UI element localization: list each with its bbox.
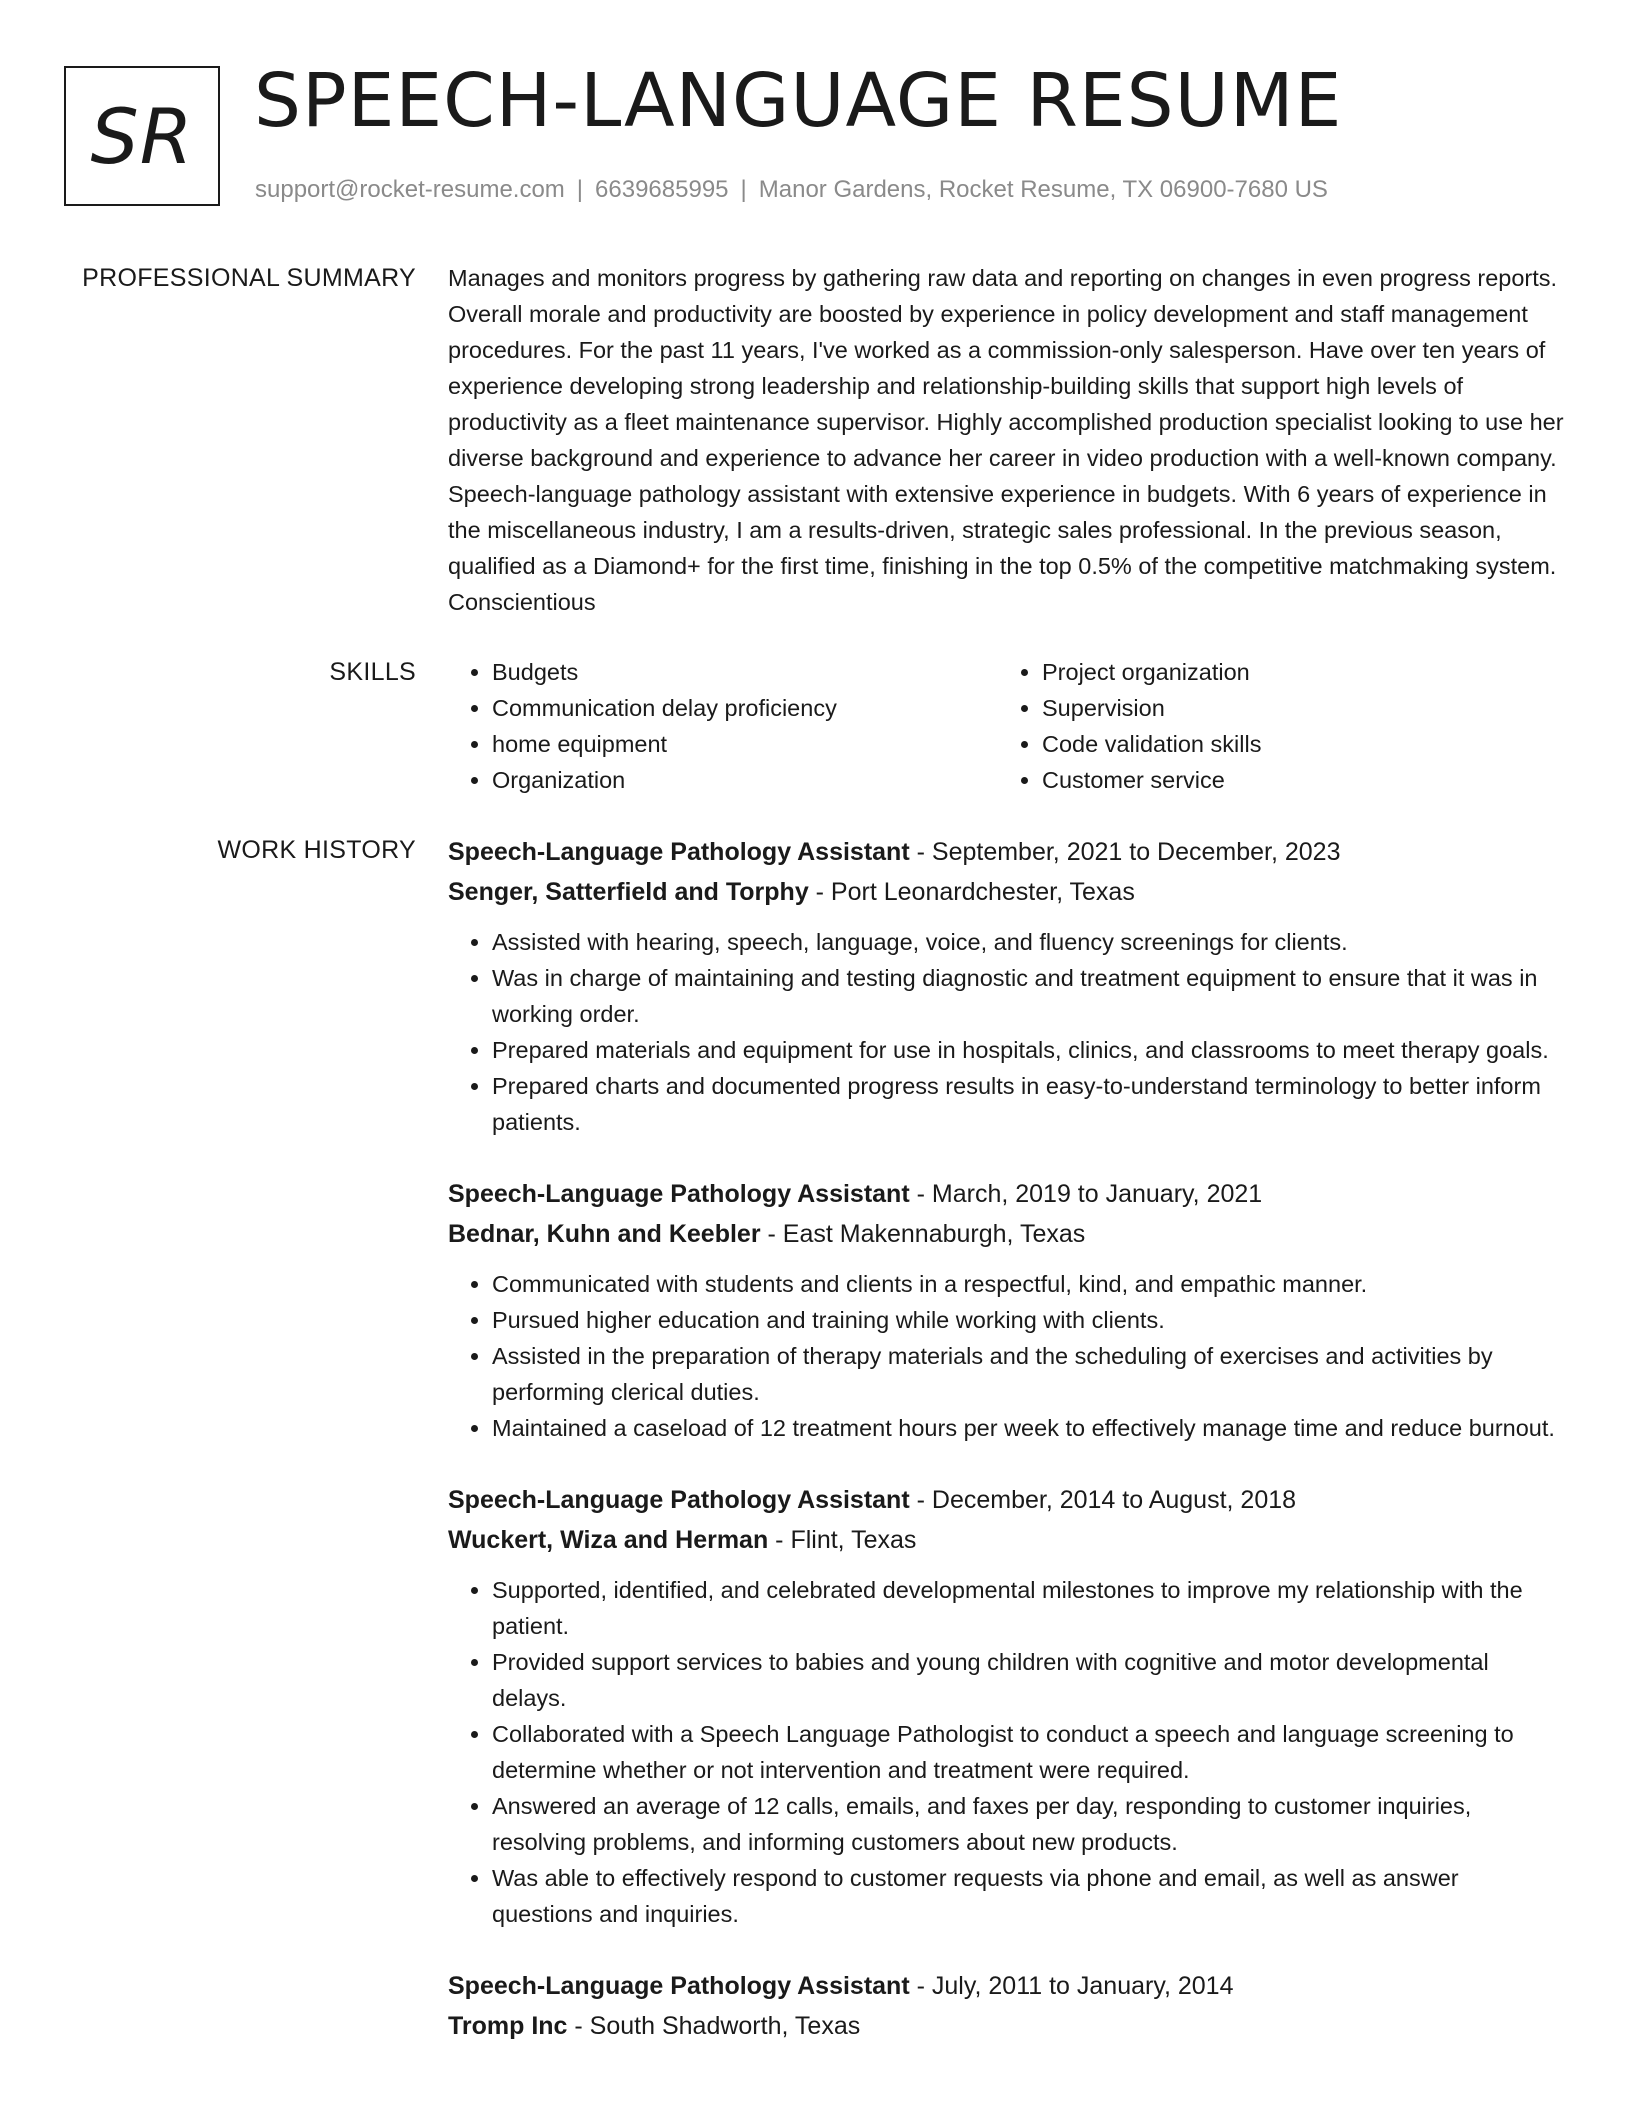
job-bullet: • Answered an average of 12 calls, emails, and faxes per day, responding to customer inquiries, resolving problems, and informing customers about new products. [492,1788,1568,1860]
skill-item: • Supervision [1042,690,1548,726]
contact-separator: | [740,176,747,203]
job-location: - East Makennaburgh, Texas [760,1220,1086,1248]
contact-line [255,174,1328,206]
section-label-work-history: WORK HISTORY [217,836,416,864]
job-bullet: • Communicated with students and clients in a respectful, kind, and empathic manner. [492,1266,1568,1302]
resume-title: SPEECH-LANGUAGE RESUME [254,58,1343,144]
job-dates: - December, 2014 to August, 2018 [909,1486,1297,1514]
job-bullet: • Assisted with hearing, speech, language, voice, and fluency screenings for clients. [492,924,1568,960]
job-bullet: • Prepared charts and documented progress results in easy-to-understand terminology to better inform patients. [492,1068,1568,1140]
summary-body [448,260,1568,620]
job-bullet: • Assisted in the preparation of therapy materials and the scheduling of exercises and activities by performing clerical duties. [492,1338,1568,1410]
job-title-line [448,1174,1568,1214]
skills-list-right [998,654,1548,798]
job-bullets [448,924,1568,1140]
skills-list-left [448,654,998,798]
job-entry [448,1966,1568,2046]
skill-item: • home equipment [492,726,998,762]
job-company: Senger, Satterfield and Torphy [448,878,809,906]
job-dates: - July, 2011 to January, 2014 [909,1972,1234,2000]
job-bullet: • Was able to effectively respond to customer requests via phone and email, as well as answer questions and inquiries. [492,1860,1568,1932]
job-bullet: • Maintained a caseload of 12 treatment hours per week to effectively manage time and reduce burnout. [492,1410,1568,1446]
job-entry [448,832,1568,1140]
job-bullet: • Supported, identified, and celebrated developmental milestones to improve my relationship with the patient. [492,1572,1568,1644]
skills-columns [448,654,1568,798]
skill-item: • Budgets [492,654,998,690]
contact-separator: | [576,176,584,203]
job-title: Speech-Language Pathology Assistant [448,1486,910,1514]
job-location: - Port Leonardchester, Texas [808,878,1135,906]
section-label-skills: SKILLS [329,658,416,686]
job-dates: - March, 2019 to January, 2021 [909,1180,1263,1208]
job-title: Speech-Language Pathology Assistant [448,838,910,866]
monogram-initials: SR [90,91,194,181]
contact-address: Manor Gardens, Rocket Resume, TX 06900-7680 US [758,176,1328,203]
skills-body [448,654,1568,798]
job-bullet: • Collaborated with a Speech Language Pathologist to conduct a speech and language screening to determine whether or not intervention and treatment were required. [492,1716,1568,1788]
job-company: Tromp Inc [448,2012,568,2040]
contact-phone: 6639685995 [595,176,729,203]
job-bullet: • Was in charge of maintaining and testing diagnostic and treatment equipment to ensure that it was in working order. [492,960,1568,1032]
job-location: - Flint, Texas [768,1526,917,1554]
skill-item: • Organization [492,762,998,798]
job-bullet: • Prepared materials and equipment for use in hospitals, clinics, and classrooms to meet therapy goals. [492,1032,1568,1068]
skill-item: • Code validation skills [1042,726,1548,762]
job-location: - South Shadworth, Texas [567,2012,861,2040]
job-company-line [448,872,1568,912]
job-company: Bednar, Kuhn and Keebler [448,1220,761,1248]
contact-email: support@rocket-resume.com [255,176,565,203]
work-history-body [448,832,1568,2080]
summary-text: Manages and monitors progress by gathering raw data and reporting on changes in even progress reports. Overall morale and productivity are boosted by experience in policy development and staff management procedures. For the past 11 years, I've worked as a commission-only salesperson. Have over ten years of experience developing strong leadership and relationship-building skills that support high levels of productivity as a fleet maintenance supervisor. Highly accomplished production specialist looking to use her diverse background and experience to advance her career in video production with a well-known company. Speech-language pathology assistant with extensive experience in budgets. With 6 years of experience in the miscellaneous industry, I am a results-driven, strategic sales professional. In the previous season, qualified as a Diamond+ for the first time, finishing in the top 0.5% of the competitive matchmaking system. Conscientious [448,265,1564,615]
section-label-professional-summary: PROFESSIONAL SUMMARY [82,264,416,292]
job-company-line [448,1520,1568,1560]
job-dates: - September, 2021 to December, 2023 [909,838,1341,866]
job-title: Speech-Language Pathology Assistant [448,1180,910,1208]
job-title-line [448,832,1568,872]
skill-item: • Project organization [1042,654,1548,690]
job-company: Wuckert, Wiza and Herman [448,1526,769,1554]
skill-item: • Communication delay proficiency [492,690,998,726]
monogram-badge [64,66,220,206]
job-title-line [448,1966,1568,2006]
job-title: Speech-Language Pathology Assistant [448,1972,910,2000]
job-company-line [448,1214,1568,1254]
job-title-line [448,1480,1568,1520]
job-company-line [448,2006,1568,2046]
job-bullets [448,1266,1568,1446]
job-bullet: • Provided support services to babies and young children with cognitive and motor developmental delays. [492,1644,1568,1716]
job-bullets [448,1572,1568,1932]
job-bullet: • Pursued higher education and training while working with clients. [492,1302,1568,1338]
job-entry [448,1480,1568,1932]
skill-item: • Customer service [1042,762,1548,798]
job-entry [448,1174,1568,1446]
